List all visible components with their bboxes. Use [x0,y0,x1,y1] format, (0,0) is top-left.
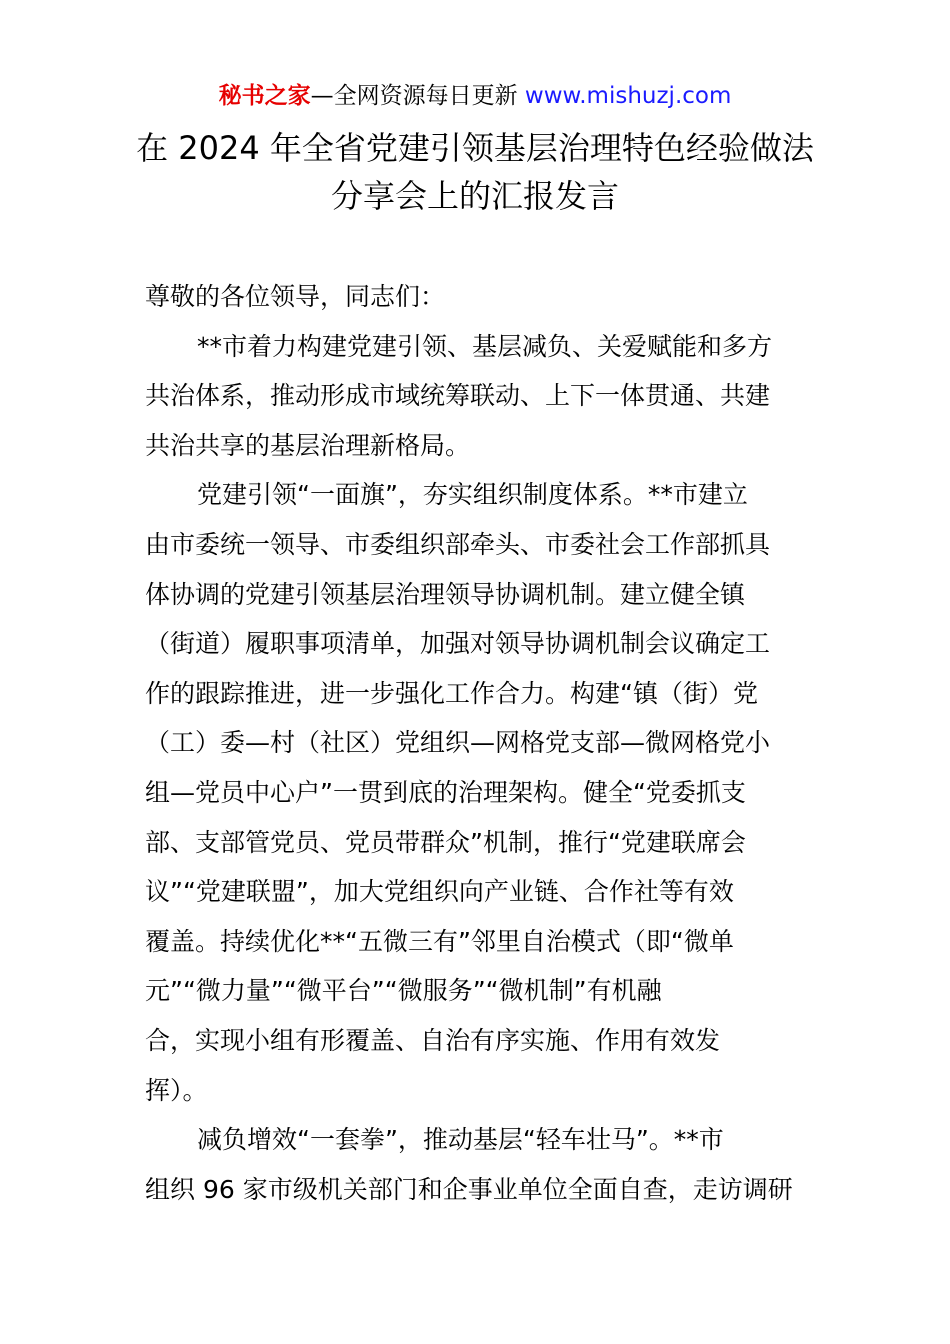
site-brand: 秘书之家 [218,83,311,109]
site-banner [0,78,950,114]
body-line: 挥）。 [145,1075,208,1105]
body-line: 由市委统一领导、市委组织部牵头、市委社会工作部抓具 [145,529,771,559]
title-line-1: 在 2024 年全省党建引领基层治理特色经验做法 [136,129,814,167]
body-line: 元”“微力量”“微平台”“微服务”“微机制”有机融 [145,976,662,1006]
body-line: 共治体系，推动形成市域统筹联动、上下一体贯通、共建 [145,381,771,411]
title-line-2: 分享会上的汇报发言 [330,177,619,215]
body-line: 减负增效“一套拳”，推动基层“轻车壮马”。**市 [197,1125,724,1155]
body-line: 合，实现小组有形覆盖、自治有序实施、作用有效发 [145,1025,721,1055]
body-line: 组—党员中心户”一贯到底的治理架构。健全“党委抓支 [145,777,746,807]
body-line: 作的跟踪推进，进一步强化工作合力。构建“镇（街）党 [145,678,758,708]
body-line: 党建引领“一面旗”，夯实组织制度体系。**市建立 [197,480,748,510]
body-line: 体协调的党建引领基层治理领导协调机制。建立健全镇 [145,579,746,609]
body-line: 议”“党建联盟”，加大党组织向产业链、合作社等有效 [145,877,734,907]
body-line: （街道）履职事项清单，加强对领导协调机制会议确定工 [145,629,771,659]
body-line: 共治共享的基层治理新格局。 [145,430,471,460]
body-line: （工）委—村（社区）党组织—网格党支部—微网格党小 [145,728,771,758]
document-body [145,272,811,1214]
body-line: **市着力构建党建引领、基层减负、关爱赋能和多方 [197,331,773,361]
body-line: 部、支部管党员、党员带群众”机制，推行“党建联席会 [145,827,746,857]
document-title [0,124,950,220]
site-url-link[interactable]: www.mishuzj.com [524,83,732,109]
salutation: 尊敬的各位领导，同志们： [145,282,446,311]
body-line: 组织 96 家市级机关部门和企事业单位全面自查，走访调研 [145,1174,793,1204]
body-line: 覆盖。持续优化**“五微三有”邻里自治模式（即“微单 [145,926,734,956]
site-tagline: —全网资源每日更新 [310,83,525,109]
